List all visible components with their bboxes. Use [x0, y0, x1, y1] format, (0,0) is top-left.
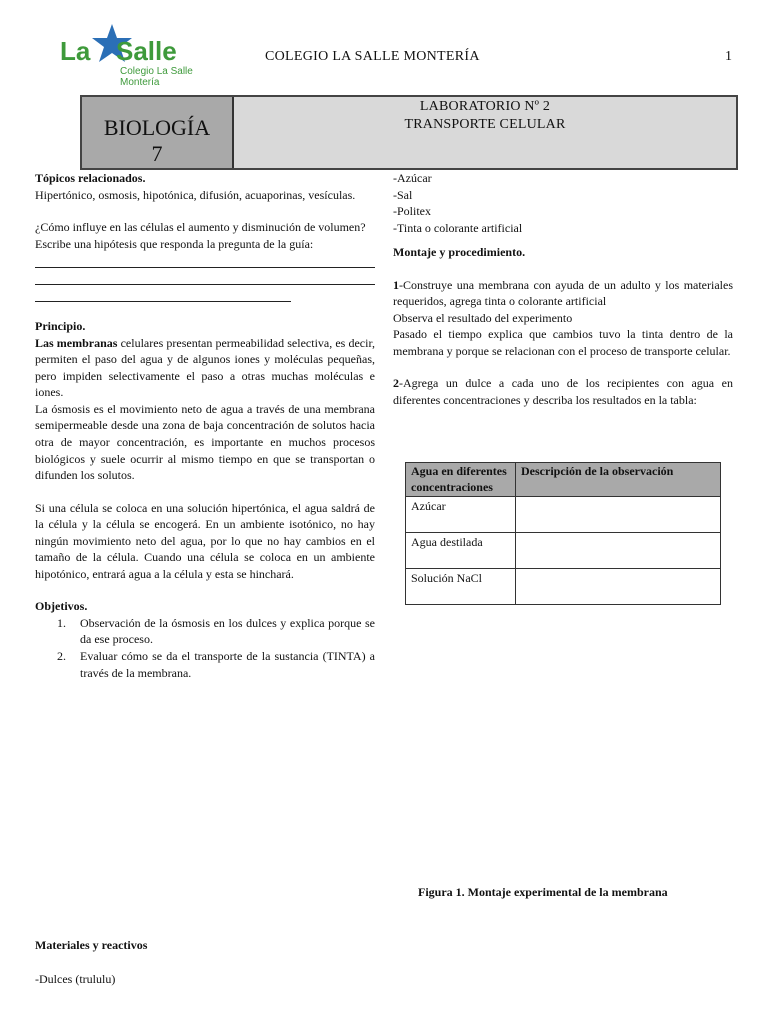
- subject-line-2: 7: [151, 141, 163, 167]
- step-1-text: -Construye una membrana con ayuda de un adulto y los materiales requeridos, agrega tinta o colorante artificial: [393, 277, 733, 309]
- subject-line-1: BIOLOGÍA: [103, 115, 211, 140]
- objectives-list: [35, 615, 375, 681]
- topics-heading: Tópicos relacionados.: [35, 171, 146, 185]
- figure-caption: Figura 1. Montaje experimental de la membrana: [418, 885, 668, 899]
- observation-cell[interactable]: [516, 533, 721, 569]
- page-number: 1: [725, 49, 732, 64]
- materials-heading: Materiales y reactivos: [35, 938, 148, 952]
- material-item: -Azúcar: [393, 171, 432, 185]
- material-item: -Politex: [393, 204, 431, 219]
- subject-title: [82, 115, 232, 168]
- logo-word-salle: Salle: [116, 36, 177, 66]
- hypothesis-prompt: Escribe una hipótesis que responda la pregunta de la guía:: [35, 236, 314, 251]
- step-1: [393, 277, 733, 310]
- school-name: COLEGIO LA SALLE MONTERÍA: [265, 49, 480, 64]
- observation-table: [405, 462, 721, 605]
- list-item: [35, 648, 375, 681]
- row-label: Solución NaCl: [406, 569, 516, 605]
- table-row: [406, 497, 721, 533]
- answer-line-2[interactable]: [35, 271, 375, 285]
- membranes-bold: Las membranas: [35, 335, 118, 350]
- step-2-number: 2: [393, 376, 399, 391]
- objectives-heading: Objetivos.: [35, 599, 88, 614]
- objective-number: 2.: [57, 649, 66, 664]
- list-item: [35, 615, 375, 648]
- subject-box: [82, 97, 234, 168]
- topics-text: Hipertónico, osmosis, hipotónica, difusión, acuaporinas, vesículas.: [35, 187, 356, 202]
- membranes-paragraph: [35, 335, 375, 401]
- answer-line-1[interactable]: [35, 254, 375, 268]
- material-item: -Sal: [393, 187, 413, 202]
- logo-subtitle-1: Colegio La Salle: [120, 66, 193, 77]
- objective-text: Observación de la ósmosis en los dulces y explica porque se da ese proceso.: [80, 615, 375, 647]
- step-2-text: -Agrega un dulce a cada uno de los recipientes con agua en diferentes concentraciones y describa los resultados en la tabla:: [393, 376, 733, 408]
- osmosis-paragraph: La ósmosis es el movimiento neto de agua a través de una membrana semipermeable desde una zona de baja concentración de solutos hacia otra de mayor concentración, es importante en muchos procesos biológicos y suele ocurrir al mismo tiempo en que se transportan o difunden los solutos.: [35, 401, 375, 483]
- table-row: [406, 533, 721, 569]
- membranes-text: celulares presentan permeabilidad selectiva, es decir, permiten el paso del agua y de algunos iones y moléculas pequeñas, pero impiden selectivamente el paso a otras muchas moléculas e iones.: [35, 335, 375, 400]
- procedure-heading: Montaje y procedimiento.: [393, 245, 526, 260]
- row-label: Azúcar: [406, 497, 516, 533]
- column-header-concentrations: Agua en diferentes concentraciones: [406, 463, 516, 497]
- right-column: [393, 170, 733, 409]
- lab-title: LABORATORIO Nº 2: [419, 99, 551, 114]
- school-logo: [58, 20, 208, 92]
- title-banner: [80, 95, 738, 170]
- guiding-question: ¿Cómo influye en las células el aumento y disminución de volumen?: [35, 220, 366, 235]
- step-1-observe: Observa el resultado del experimento: [393, 310, 573, 325]
- left-column: [35, 170, 375, 681]
- table-row: [406, 569, 721, 605]
- material-item: -Tinta o colorante artificial: [393, 220, 523, 235]
- lab-subtitle: TRANSPORTE CELULAR: [404, 117, 566, 133]
- step-1-after: Pasado el tiempo explica que cambios tuvo la tinta dentro de la membrana y porque se relacionan con el proceso de transporte celular.: [393, 327, 733, 358]
- lab-title-box: [234, 97, 736, 168]
- step-2: [393, 375, 733, 408]
- objective-number: 1.: [57, 615, 66, 630]
- material-item-dulces: -Dulces (trululu): [35, 972, 116, 986]
- logo-word-la: La: [60, 36, 91, 66]
- observation-cell[interactable]: [516, 569, 721, 605]
- principle-heading: Principio.: [35, 319, 86, 334]
- step-1-number: 1: [393, 277, 399, 292]
- table-header-row: [406, 463, 721, 497]
- objective-text: Evaluar cómo se da el transporte de la sustancia (TINTA) a través de la membrana.: [80, 649, 375, 680]
- observation-cell[interactable]: [516, 497, 721, 533]
- logo-subtitle-2: Montería: [120, 77, 160, 88]
- column-header-description: Descripción de la observación: [516, 463, 721, 497]
- row-label: Agua destilada: [406, 533, 516, 569]
- cell-paragraph: Si una célula se coloca en una solución hipertónica, el agua saldrá de la célula y la célula se encogerá. En un ambiente isotónico, no hay ningún movimiento neto del agua, por lo que no hay cambios en el tamaño de la célula. Cuando una célula se coloca en un ambiente hipotónico, entrará agua a la célula y esta se hinchará.: [35, 500, 375, 581]
- answer-line-3[interactable]: [35, 288, 291, 302]
